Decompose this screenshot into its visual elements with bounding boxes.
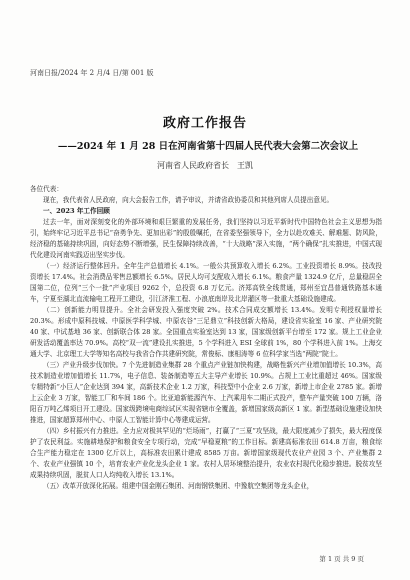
report-title: 政府工作报告 <box>162 116 247 131</box>
paragraph-rural: （四）乡村振兴有力推进。全力应对极其罕见的“烂场雨”，打赢了“三夏”攻坚战，最大限度减少了损失，最大程度保护了农民利益。实施耕地保护和粮食安全专项行动，完成“早稳夏粮”的工作目标。新建高标准农田 614.8 万亩，粮食综合生产能力稳定在 1300 亿斤以上，高标准农田累计建成 8585 万亩。新增国家级现代农业产业园 3 个、产业集群 2 个、农业产业强镇 10 个，培育农业产业化龙头企业 1 家。农村人居环境整治提升，农业农村现代化稳步推进。脱贫攻坚成果持续巩固，脱贫人口人均纯收入增长 13.1%。 <box>30 427 382 479</box>
report-author: 河南省人民政府省长 王凯 <box>157 161 253 170</box>
report-body <box>30 184 382 492</box>
salutation: 各位代表： <box>30 185 63 193</box>
paragraph-economy: （一）经济运行整体回升。全年生产总值增长 4.1%。一般公共预算收入增长 6.2%。工业投资增长 8.9%。技改投资增长 17.4%。社会消费品零售总额增长 6.5%。居民人均可支配收入增长 6.1%。粮食产量 1324.9 亿斤，总量稳居全国第二位，位列“三个一批”产业项目 9262 个，总投资 6.8 万亿元。济郑高铁全线贯通，郑州至宜昌普通铁路基本通车，宁夏至湖北直流输电工程开工建设，引江济淮工程、小浪底南岸及北岸灌区等一批重大基础设施建成。 <box>30 262 382 303</box>
intro-paragraph: 现在，我代表省人民政府，向大会报告工作，请予审议，并请省政协委员和其他列席人员提出意见。 <box>43 196 334 204</box>
section-heading: 一、2023 年工作回顾 <box>43 207 110 215</box>
page-number: 第 1 页 共 9 页 <box>319 555 364 563</box>
report-subtitle: ——2024 年 1 月 28 日在河南省第十四届人民代表大会第二次会议上 <box>57 141 359 152</box>
paragraph-overview: 过去一年，面对深刻变化的外部环境和艰巨繁重的发展任务，我们坚持以习近平新时代中国特色社会主义思想为指引，始终牢记习近平总书记“奋勇争先、更加出彩”的殷殷嘱托，在省委坚强领导下，全力以赴攻难关、解难题、防风险，经济稳的基础持续巩固，向好态势不断增强，民生保障持续改善，“十大战略”深入实施，“两个确保”扎实推进，中国式现代化建设河南实践迈出坚实步伐。 <box>30 218 382 259</box>
paragraph-industry: （三）产业升级步伐加快。7 个先进制造业集群 28 个重点产业链加快构建，战略性新兴产业增加值增长 10.3%，高技术制造业增加值增长 11.7%，电子信息、装备制造等五大主导产业增长 10.9%。占规上工业比重超过 46%。国家级专精特新“小巨人”企业达到 394 家，高新技术企业 1.2 万家，科技型中小企业 2.6 万家，新增上市企业 2785 家。新增上云企业 3 万家，智能工厂和车间 186 个。比亚迪新能源汽车、上汽乘用车二期正式投产，整车产量突破 100 万辆，洛阳百万吨乙烯项目开工建设。国家级跨境电商综试区实现省辖市全覆盖，新增国家级高新区 1 家。新型基础设施建设加快推进，国家超算郑州中心、中原人工智能计算中心等建成运营。 <box>30 361 382 424</box>
paragraph-reform: （五）改革开放深化拓展。组建中国金刚石集团、河南钢铁集团、中豫航空集团等龙头企业， <box>43 482 314 490</box>
paragraph-innovation: （二）创新能力明显提升。全社会研发投入强度突破 2%。技术合同成交额增长 13.4%。发明专利授权量增长 20.3%。形成中原科技城、中原医学科学城、中原农谷“三足鼎立”科技创新大格局，建设省实验室 16 家、产业研究院 40 家、中试基地 36 家、创新联合体 28 家。全国重点实验室达到 13 家，国家级创新平台增至 172 家。规上工业企业研发活动覆盖率达 70.9%。高校“双一流”建设扎实推进，5 个学科进入 ESI 全球前 1%，80 个学科进入前 1%。上海交通大学、北京理工大学等知名高校与我省合作共建研究院，常俊标、康相涛等 6 位科学家当选“两院”院士。 <box>30 306 382 358</box>
newspaper-header: 河南日报/2024 年 2 月/4 日/第 001 版 <box>30 69 154 77</box>
